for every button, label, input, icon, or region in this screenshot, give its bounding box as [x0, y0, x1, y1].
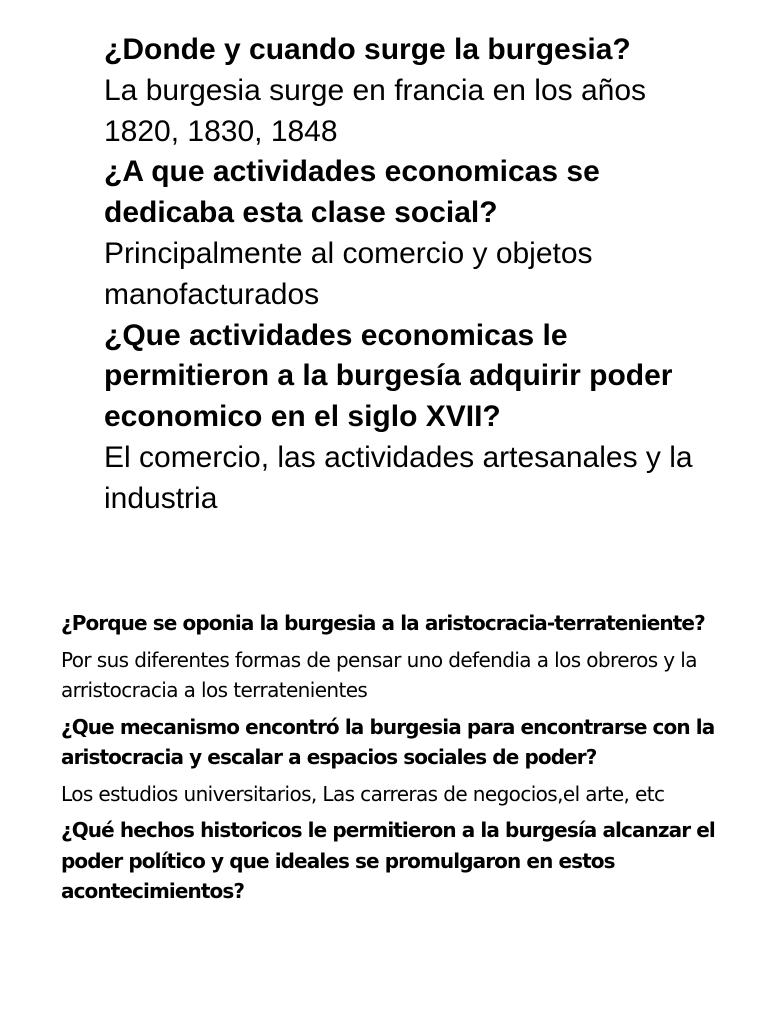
question-text: ¿A que actividades economicas se dedicaba esta clase social? — [104, 155, 600, 230]
question-text: ¿Donde y cuando surge la burgesia? — [104, 33, 631, 66]
question-text: ¿Que actividades economicas le permitieron a la burgesía adquirir poder economico en el siglo XVII? — [104, 318, 673, 434]
answer-text: La burgesia surge en francia en los años 1820, 1830, 1848 — [104, 73, 647, 148]
question-text: ¿Que mecanismo encontró la burgesia para encontrarse con la aristocracia y escalar a espacios sociales de poder? — [61, 714, 715, 769]
answer-text: El comercio, las actividades artesanales y la industria — [104, 440, 693, 515]
question-text: ¿Qué hechos historicos le permitieron a la burgesía alcanzar el poder político y que ideales se promulgaron en estos acontecimientos? — [61, 818, 715, 903]
answer-text: Los estudios universitarios, Las carreras de negocios,el arte, etc — [61, 781, 665, 806]
question-text: ¿Porque se oponia la burgesia a la aristocracia-terrateniente? — [61, 611, 705, 635]
qa-section-two — [61, 608, 721, 913]
qa-section-one — [104, 30, 724, 520]
answer-text: Principalmente al comercio y objetos manofacturados — [104, 236, 593, 311]
answer-text: Por sus diferentes formas de pensar uno defendia a los obreros y la arristocracia a los terratenientes — [61, 647, 697, 702]
